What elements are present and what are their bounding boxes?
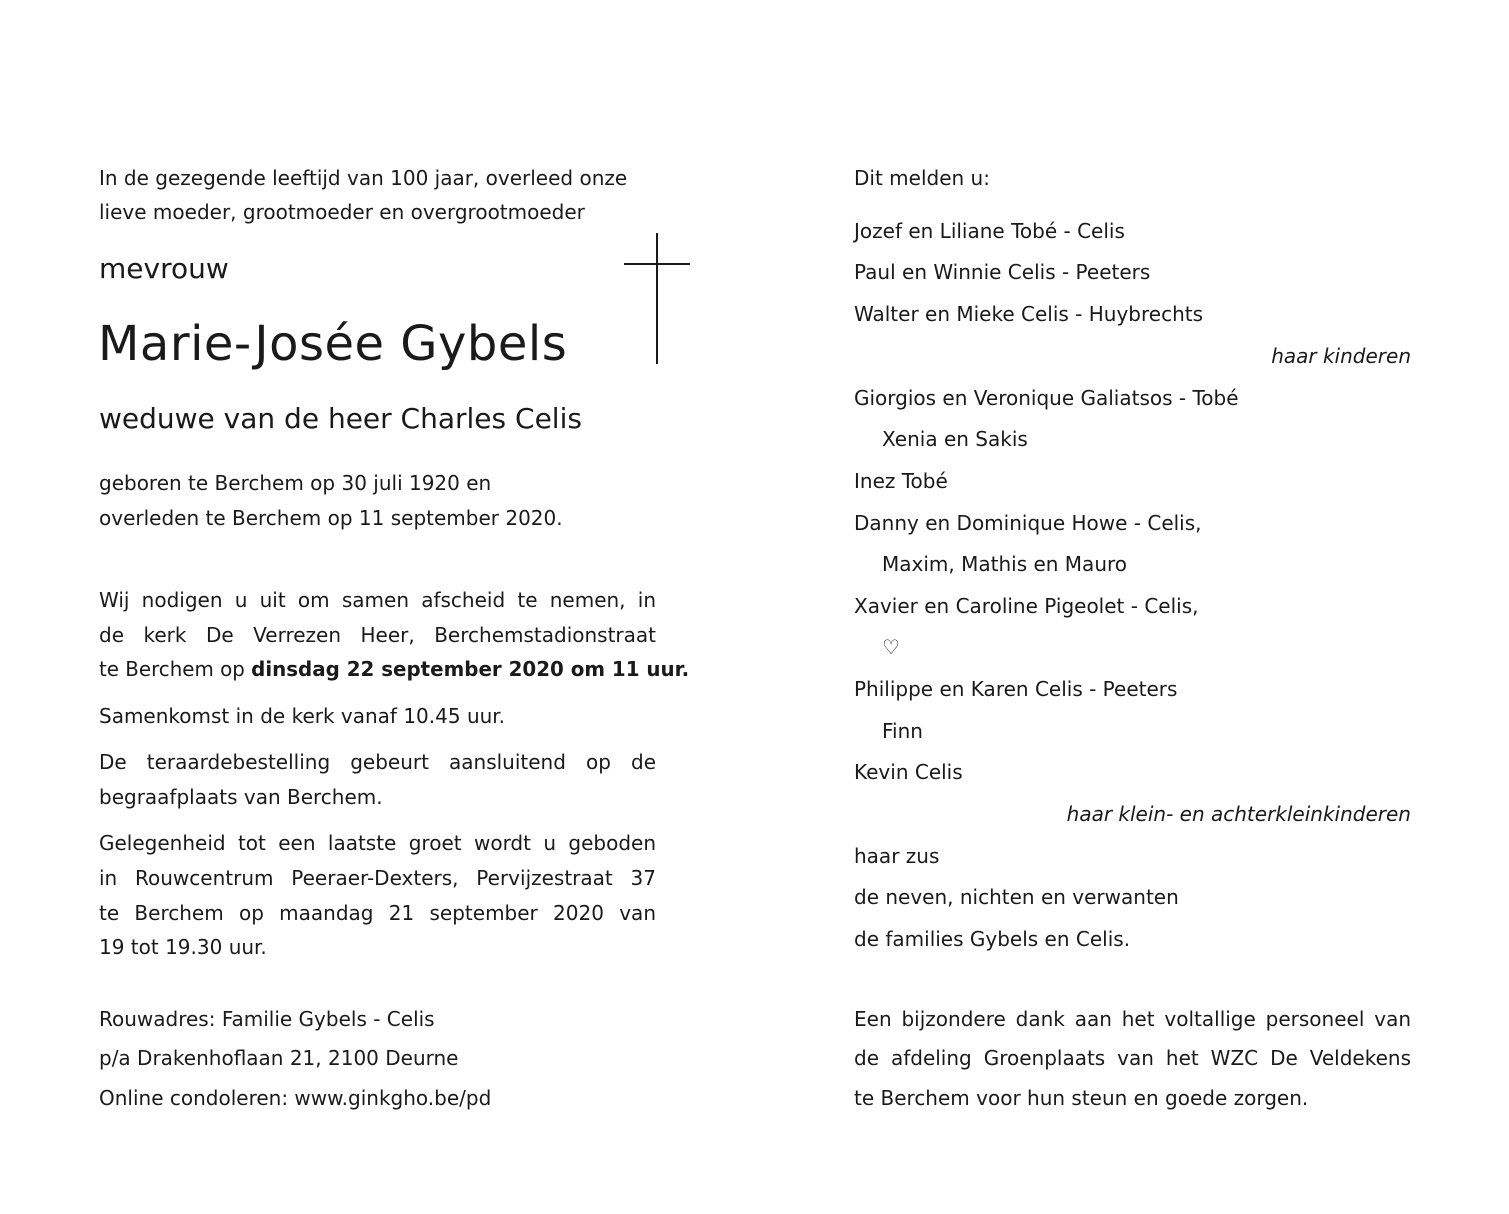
- grandchildren-label: haar klein- en achterkleinkinderen: [1066, 802, 1411, 826]
- children-label: haar kinderen: [1271, 344, 1411, 368]
- gathering-line: Samenkomst in de kerk vanaf 10.45 uur.: [99, 704, 506, 728]
- grandchild-5-sub: Finn: [882, 719, 923, 743]
- cross-icon: [656, 233, 658, 364]
- invite-line-3: [99, 657, 689, 681]
- grandchild-2: Inez Tobé: [854, 469, 948, 493]
- announce-line: Dit melden u:: [854, 166, 990, 190]
- intro-line-2: lieve moeder, grootmoeder en overgrootmoeder: [99, 200, 585, 224]
- invite-line-1: Wij nodigen u uit om samen afscheid te nemen, in: [99, 588, 656, 612]
- service-datetime: dinsdag 22 september 2020 om 11 uur.: [251, 657, 690, 681]
- condolence-line: Online condoleren: www.ginkgho.be/pd: [99, 1086, 492, 1110]
- invite-line-2: de kerk De Verrezen Heer, Berchemstadionstraat: [99, 623, 656, 647]
- widow-line: weduwe van de heer Charles Celis: [99, 402, 582, 435]
- deceased-name: Marie-Josée Gybels: [98, 316, 568, 372]
- burial-line-2: begraafplaats van Berchem.: [99, 785, 383, 809]
- thanks-line-1: Een bijzondere dank aan het voltallige personeel van: [854, 1007, 1411, 1031]
- heart-icon: ♡: [882, 635, 900, 659]
- burial-line-1: De teraardebestelling gebeurt aansluitend op de: [99, 750, 656, 774]
- grandchild-6: Kevin Celis: [854, 760, 963, 784]
- relatives-line: de neven, nichten en verwanten: [854, 885, 1179, 909]
- grandchild-1: Giorgios en Veronique Galiatsos - Tobé: [854, 386, 1239, 410]
- sister-line: haar zus: [854, 844, 940, 868]
- death-line: overleden te Berchem op 11 september 2020.: [99, 506, 563, 530]
- invite-line-3-text: te Berchem op: [99, 657, 252, 681]
- greet-line-3: te Berchem op maandag 21 september 2020 van: [99, 901, 656, 925]
- address-line-2: p/a Drakenhoflaan 21, 2100 Deurne: [99, 1046, 459, 1070]
- grandchild-3-sub: Maxim, Mathis en Mauro: [882, 552, 1128, 576]
- honorific-title: mevrouw: [99, 252, 229, 285]
- address-line-1: Rouwadres: Familie Gybels - Celis: [99, 1007, 435, 1031]
- grandchild-3: Danny en Dominique Howe - Celis,: [854, 511, 1202, 535]
- greet-line-2: in Rouwcentrum Peeraer-Dexters, Pervijzestraat 37: [99, 866, 656, 890]
- thanks-line-3: te Berchem voor hun steun en goede zorgen.: [854, 1086, 1309, 1110]
- child-1: Jozef en Liliane Tobé - Celis: [854, 219, 1125, 243]
- child-3: Walter en Mieke Celis - Huybrechts: [854, 302, 1204, 326]
- grandchild-5: Philippe en Karen Celis - Peeters: [854, 677, 1178, 701]
- cross-icon-bar: [624, 263, 690, 265]
- families-line: de families Gybels en Celis.: [854, 927, 1131, 951]
- grandchild-1-sub: Xenia en Sakis: [882, 427, 1028, 451]
- greet-line-4: 19 tot 19.30 uur.: [99, 935, 267, 959]
- intro-line-1: In de gezegende leeftijd van 100 jaar, overleed onze: [99, 166, 628, 190]
- grandchild-4: Xavier en Caroline Pigeolet - Celis,: [854, 594, 1199, 618]
- thanks-line-2: de afdeling Groenplaats van het WZC De Veldekens: [854, 1046, 1411, 1070]
- greet-line-1: Gelegenheid tot een laatste groet wordt u geboden: [99, 831, 656, 855]
- birth-line: geboren te Berchem op 30 juli 1920 en: [99, 471, 492, 495]
- child-2: Paul en Winnie Celis - Peeters: [854, 260, 1151, 284]
